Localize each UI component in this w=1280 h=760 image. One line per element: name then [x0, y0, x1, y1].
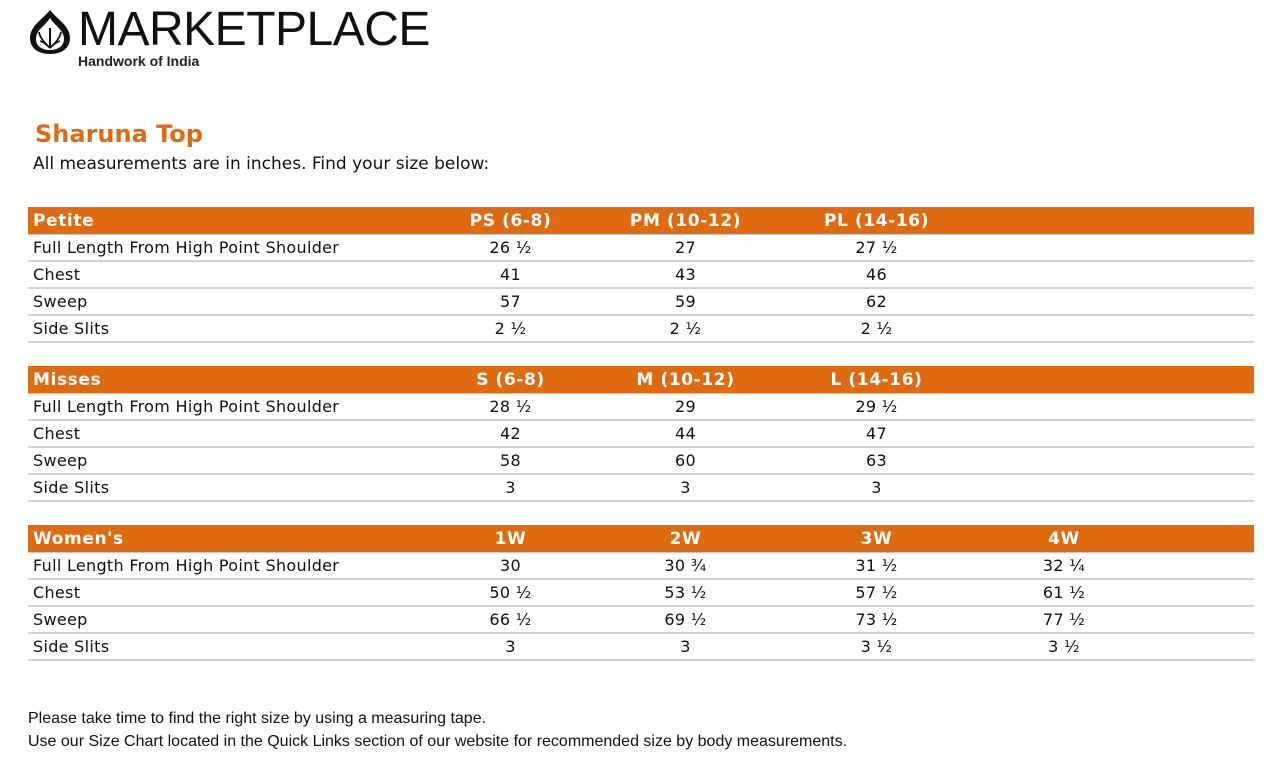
- measurement-cell: 44: [598, 420, 773, 447]
- measurement-cell: 3 ½: [773, 633, 980, 660]
- measurement-cell: 46: [773, 261, 980, 288]
- measurement-cell: 2 ½: [773, 315, 980, 342]
- measurement-cell: [980, 261, 1148, 288]
- table-row: [28, 315, 1254, 342]
- row-filler: [1148, 315, 1254, 342]
- brand-name: MARKETPLACE: [78, 3, 430, 56]
- measurement-cell: [980, 315, 1148, 342]
- table-row: [28, 606, 1254, 633]
- lotus-leaf-icon: [28, 8, 72, 56]
- row-filler: [1148, 394, 1254, 421]
- table-row: [28, 235, 1254, 262]
- row-label: Side Slits: [28, 315, 423, 342]
- measurement-cell: 3 ½: [980, 633, 1148, 660]
- table-heading: Misses: [28, 366, 423, 394]
- row-label: Full Length From High Point Shoulder: [28, 235, 423, 262]
- table-header-row: [28, 366, 1254, 394]
- row-label: Full Length From High Point Shoulder: [28, 553, 423, 580]
- measurement-cell: [980, 235, 1148, 262]
- table-row: [28, 553, 1254, 580]
- measurement-cell: 3: [598, 474, 773, 501]
- measurement-cell: 61 ½: [980, 579, 1148, 606]
- brand-logo: [28, 3, 430, 70]
- measurement-cell: 69 ½: [598, 606, 773, 633]
- measurement-cell: 59: [598, 288, 773, 315]
- size-column-header: 2W: [598, 525, 773, 553]
- measurement-cell: 27: [598, 235, 773, 262]
- row-filler: [1148, 235, 1254, 262]
- measurement-cell: 3: [773, 474, 980, 501]
- row-filler: [1148, 579, 1254, 606]
- measurement-cell: 27 ½: [773, 235, 980, 262]
- measurement-cell: 2 ½: [423, 315, 598, 342]
- table-row: [28, 288, 1254, 315]
- row-label: Sweep: [28, 288, 423, 315]
- measurement-cell: 58: [423, 447, 598, 474]
- measurement-cell: 31 ½: [773, 553, 980, 580]
- table-header-row: [28, 207, 1254, 235]
- footer-note: Please take time to find the right size by using a measuring tape.: [28, 710, 487, 727]
- measurement-cell: 73 ½: [773, 606, 980, 633]
- measurement-cell: 2 ½: [598, 315, 773, 342]
- row-filler: [1148, 261, 1254, 288]
- measurement-cell: 3: [423, 633, 598, 660]
- measurement-cell: 60: [598, 447, 773, 474]
- size-column-header: [980, 207, 1148, 235]
- measurement-cell: 42: [423, 420, 598, 447]
- size-column-header: L (14-16): [773, 366, 980, 394]
- measurement-cell: 32 ¼: [980, 553, 1148, 580]
- size-column-header: 1W: [423, 525, 598, 553]
- measurement-cell: [980, 420, 1148, 447]
- measurement-cell: 57: [423, 288, 598, 315]
- table-row: [28, 394, 1254, 421]
- measurement-cell: 57 ½: [773, 579, 980, 606]
- measurement-cell: 28 ½: [423, 394, 598, 421]
- measurement-cell: 26 ½: [423, 235, 598, 262]
- page-title: Sharuna Top: [35, 120, 203, 148]
- table-heading: Women's: [28, 525, 423, 553]
- size-table-womens: [28, 525, 1254, 661]
- size-column-header: PM (10-12): [598, 207, 773, 235]
- size-column-header: 4W: [980, 525, 1148, 553]
- table-row: [28, 261, 1254, 288]
- size-column-header: PL (14-16): [773, 207, 980, 235]
- header-filler: [1148, 207, 1254, 235]
- brand-tagline: Handwork of India: [78, 53, 200, 69]
- measurement-cell: [980, 447, 1148, 474]
- row-label: Chest: [28, 420, 423, 447]
- measurement-cell: 29: [598, 394, 773, 421]
- size-column-header: 3W: [773, 525, 980, 553]
- table-row: [28, 579, 1254, 606]
- measurement-cell: [980, 288, 1148, 315]
- measurement-cell: 50 ½: [423, 579, 598, 606]
- measurement-cell: 43: [598, 261, 773, 288]
- footer-note: Use our Size Chart located in the Quick Links section of our website for recommended size by body measurements.: [28, 733, 848, 750]
- row-filler: [1148, 553, 1254, 580]
- row-label: Side Slits: [28, 633, 423, 660]
- measurement-cell: [980, 394, 1148, 421]
- row-label: Sweep: [28, 447, 423, 474]
- table-row: [28, 633, 1254, 660]
- table-row: [28, 447, 1254, 474]
- size-column-header: PS (6-8): [423, 207, 598, 235]
- size-column-header: [980, 366, 1148, 394]
- row-label: Chest: [28, 579, 423, 606]
- measurement-cell: 53 ½: [598, 579, 773, 606]
- table-heading: Petite: [28, 207, 423, 235]
- measurement-cell: 41: [423, 261, 598, 288]
- row-label: Full Length From High Point Shoulder: [28, 394, 423, 421]
- row-filler: [1148, 633, 1254, 660]
- measurement-cell: [980, 474, 1148, 501]
- size-column-header: S (6-8): [423, 366, 598, 394]
- row-filler: [1148, 420, 1254, 447]
- row-filler: [1148, 474, 1254, 501]
- row-label: Sweep: [28, 606, 423, 633]
- measurement-cell: 62: [773, 288, 980, 315]
- size-column-header: M (10-12): [598, 366, 773, 394]
- measurement-cell: 77 ½: [980, 606, 1148, 633]
- size-table-petite: [28, 207, 1254, 343]
- table-header-row: [28, 525, 1254, 553]
- table-row: [28, 420, 1254, 447]
- measurement-cell: 30: [423, 553, 598, 580]
- row-filler: [1148, 447, 1254, 474]
- measurement-cell: 30 ¾: [598, 553, 773, 580]
- size-table-misses: [28, 366, 1254, 502]
- measurement-cell: 66 ½: [423, 606, 598, 633]
- header-filler: [1148, 525, 1254, 553]
- measurement-cell: 3: [423, 474, 598, 501]
- table-row: [28, 474, 1254, 501]
- row-filler: [1148, 288, 1254, 315]
- row-filler: [1148, 606, 1254, 633]
- measurement-cell: 47: [773, 420, 980, 447]
- page-subtitle: All measurements are in inches. Find your size below:: [33, 154, 490, 174]
- measurement-cell: 29 ½: [773, 394, 980, 421]
- measurement-cell: 63: [773, 447, 980, 474]
- header-filler: [1148, 366, 1254, 394]
- row-label: Side Slits: [28, 474, 423, 501]
- measurement-cell: 3: [598, 633, 773, 660]
- row-label: Chest: [28, 261, 423, 288]
